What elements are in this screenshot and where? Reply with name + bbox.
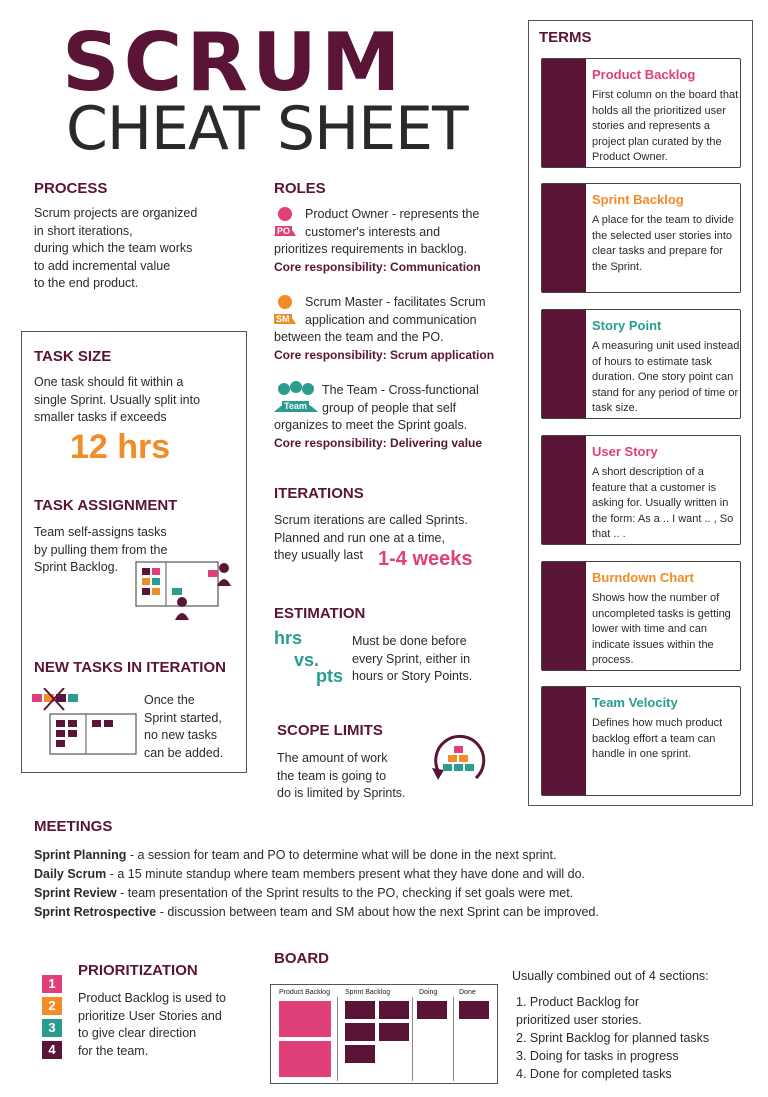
task-size-line: One task should fit within a	[34, 375, 184, 389]
process-line: in short iterations,	[34, 223, 133, 238]
meetings-list	[34, 846, 754, 922]
meeting-name: Sprint Planning	[34, 848, 127, 862]
term-description: First column on the board that holds all the prioritized user stories and represents a project plan curated by the Product Owner.	[592, 89, 739, 163]
new-tasks-text	[144, 692, 244, 762]
task-size-line: single Sprint. Usually split into	[34, 392, 201, 407]
term-card-bar	[542, 59, 586, 167]
task-size-text	[34, 374, 239, 427]
prioritization-text	[78, 990, 258, 1060]
term-card	[541, 183, 741, 293]
meeting-item	[34, 884, 754, 903]
term-card-bar	[542, 687, 586, 795]
board-intro: Usually combined out of 4 sections:	[512, 969, 709, 983]
sm-line: application and communication	[305, 312, 477, 327]
term-card	[541, 561, 741, 671]
estimation-heading: ESTIMATION	[274, 605, 366, 622]
board-card	[459, 1001, 489, 1019]
meeting-item	[34, 846, 754, 865]
task-size-heading: TASK SIZE	[34, 348, 112, 365]
board-column-label: Product Backlog	[279, 989, 330, 996]
terms-panel	[528, 20, 753, 806]
term-description: A place for the team to divide the selected user stories into clear tasks and prepare for the Sprint.	[592, 214, 734, 273]
team-label: Team	[284, 401, 307, 411]
new-tasks-illustration	[30, 688, 138, 756]
prioritization-line: to give clear direction	[78, 1026, 197, 1040]
estimation-text	[352, 633, 522, 686]
priority-badge-3: 3	[42, 1019, 62, 1037]
board-list-item: prioritized user stories.	[516, 1013, 642, 1027]
board-column-label: Sprint Backlog	[345, 989, 391, 996]
sm-text	[274, 294, 514, 364]
process-line: Scrum projects are organized	[34, 206, 198, 220]
process-line: to add incremental value	[34, 258, 171, 273]
estimation-hrs: hrs	[274, 628, 303, 648]
po-text	[274, 206, 514, 276]
scope-line: the team is going to	[277, 768, 387, 783]
prioritization-line: prioritize User Stories and	[78, 1008, 222, 1023]
scope-line: do is limited by Sprints.	[277, 786, 406, 800]
po-core: Core responsibility: Communication	[274, 259, 481, 274]
scope-line: The amount of work	[277, 751, 388, 765]
board-card	[279, 1041, 331, 1077]
priority-badge-1: 1	[42, 975, 62, 993]
process-line: to the end product.	[34, 276, 139, 290]
iterations-line: Scrum iterations are called Sprints.	[274, 513, 468, 527]
board-illustration	[270, 984, 498, 1084]
meeting-desc: - a session for team and PO to determine what will be done in the next sprint.	[126, 848, 557, 862]
term-card	[541, 435, 741, 545]
term-title: User Story	[592, 444, 658, 459]
po-line: Product Owner - represents the	[305, 207, 480, 221]
task-assignment-line: by pulling them from the	[34, 542, 168, 557]
board-divider	[337, 997, 338, 1081]
term-title: Story Point	[592, 318, 662, 333]
term-description: A measuring unit used instead of hours to estimate task duration. One story point can stand for any period of time or task size.	[592, 340, 740, 414]
task-size-highlight: 12 hrs	[70, 428, 171, 466]
term-card	[541, 309, 741, 419]
process-heading: PROCESS	[34, 180, 108, 197]
meeting-name: Sprint Review	[34, 886, 117, 900]
term-description: Shows how the number of uncompleted tasks is getting lower with time and can indicate issues within the process.	[592, 592, 731, 666]
board-card	[379, 1023, 409, 1041]
iterations-highlight: 1-4 weeks	[378, 548, 473, 570]
term-title: Sprint Backlog	[592, 192, 684, 207]
meeting-item	[34, 903, 754, 922]
new-tasks-heading: NEW TASKS IN ITERATION	[34, 659, 226, 676]
meeting-name: Daily Scrum	[34, 867, 107, 881]
term-description: A short description of a feature that a customer is asking for. Usually written in the form: As a .. I want .. , So that .. .	[592, 466, 734, 540]
team-line: organizes to meet the Sprint goals.	[274, 418, 468, 432]
team-line: group of people that self	[322, 400, 457, 415]
term-card-bar	[542, 436, 586, 544]
po-line: customer's interests and	[305, 224, 441, 239]
prioritization-line: for the team.	[78, 1043, 149, 1058]
sm-label: SM	[276, 314, 290, 324]
meeting-item	[34, 865, 754, 884]
term-title: Burndown Chart	[592, 570, 694, 585]
priority-badge-2: 2	[42, 997, 62, 1015]
po-label: PO	[277, 226, 291, 236]
new-tasks-line: Once the	[144, 693, 195, 707]
meeting-name: Sprint Retrospective	[34, 905, 157, 919]
iterations-line: Planned and run one at a time,	[274, 530, 445, 545]
term-card	[541, 686, 741, 796]
board-list-item: 1. Product Backlog for	[516, 995, 639, 1009]
board-divider	[453, 997, 454, 1081]
estimation-vs: vs.	[294, 650, 320, 670]
term-card	[541, 58, 741, 168]
scope-heading: SCOPE LIMITS	[277, 722, 383, 739]
board-card	[345, 1001, 375, 1019]
term-card-bar	[542, 562, 586, 670]
board-list-item: 3. Doing for tasks in progress	[516, 1049, 679, 1063]
board-divider	[412, 997, 413, 1081]
title-scrum: SCRUM	[62, 16, 405, 109]
sm-line: Scrum Master - facilitates Scrum	[305, 295, 486, 309]
po-line: prioritizes requirements in backlog.	[274, 242, 468, 256]
board-card	[345, 1023, 375, 1041]
estimation-line: every Sprint, either in	[352, 651, 471, 666]
iterations-heading: ITERATIONS	[274, 485, 364, 502]
task-assignment-line: Team self-assigns tasks	[34, 525, 167, 539]
process-line: during which the team works	[34, 241, 193, 255]
new-tasks-line: no new tasks	[144, 728, 217, 742]
team-line: The Team - Cross-functional	[322, 383, 479, 397]
task-assignment-line: Sprint Backlog.	[34, 560, 119, 574]
term-title: Team Velocity	[592, 695, 678, 710]
priority-badge-4: 4	[42, 1041, 62, 1059]
term-description: Defines how much product backlog effort a team can handle in one sprint.	[592, 717, 723, 760]
estimation-pts: pts	[316, 666, 343, 686]
term-card-bar	[542, 184, 586, 292]
sm-core: Core responsibility: Scrum application	[274, 347, 495, 362]
prioritization-heading: PRIORITIZATION	[78, 962, 198, 979]
sm-line: between the team and the PO.	[274, 330, 444, 344]
prioritization-line: Product Backlog is used to	[78, 991, 226, 1005]
team-text	[274, 382, 514, 452]
roles-heading: ROLES	[274, 180, 326, 197]
task-size-line: smaller tasks if exceeds	[34, 410, 167, 424]
board-column-label: Done	[459, 989, 476, 996]
term-title: Product Backlog	[592, 67, 696, 82]
board-list	[516, 993, 756, 1083]
meetings-heading: MEETINGS	[34, 818, 113, 835]
estimation-line: Must be done before	[352, 634, 467, 648]
board-list-item: 4. Done for completed tasks	[516, 1067, 672, 1081]
board-card	[279, 1001, 331, 1037]
new-tasks-line: Sprint started,	[144, 710, 222, 725]
board-column-label: Doing	[419, 989, 438, 996]
meeting-desc: - team presentation of the Sprint results to the PO, checking if set goals were met.	[116, 886, 574, 900]
board-card	[379, 1001, 409, 1019]
iterations-line: they usually last	[274, 548, 363, 562]
meeting-desc: - discussion between team and SM about how the next Sprint can be improved.	[156, 905, 599, 919]
board-card	[417, 1001, 447, 1019]
title-cheat-sheet: CHEAT SHEET	[66, 94, 468, 164]
team-core: Core responsibility: Delivering value	[274, 435, 483, 450]
board-list-item: 2. Sprint Backlog for planned tasks	[516, 1031, 710, 1045]
meeting-desc: - a 15 minute standup where team members present what they have done and will do.	[106, 867, 586, 881]
terms-heading: TERMS	[539, 29, 592, 46]
estimation-line: hours or Story Points.	[352, 669, 473, 683]
term-card-bar	[542, 310, 586, 418]
scope-cycle-icon	[426, 728, 490, 788]
process-text	[34, 205, 234, 293]
task-board-illustration	[132, 558, 242, 624]
board-heading: BOARD	[274, 950, 329, 967]
board-card	[345, 1045, 375, 1063]
task-assignment-heading: TASK ASSIGNMENT	[34, 497, 178, 514]
scope-text	[277, 750, 437, 803]
new-tasks-line: can be added.	[144, 745, 224, 760]
